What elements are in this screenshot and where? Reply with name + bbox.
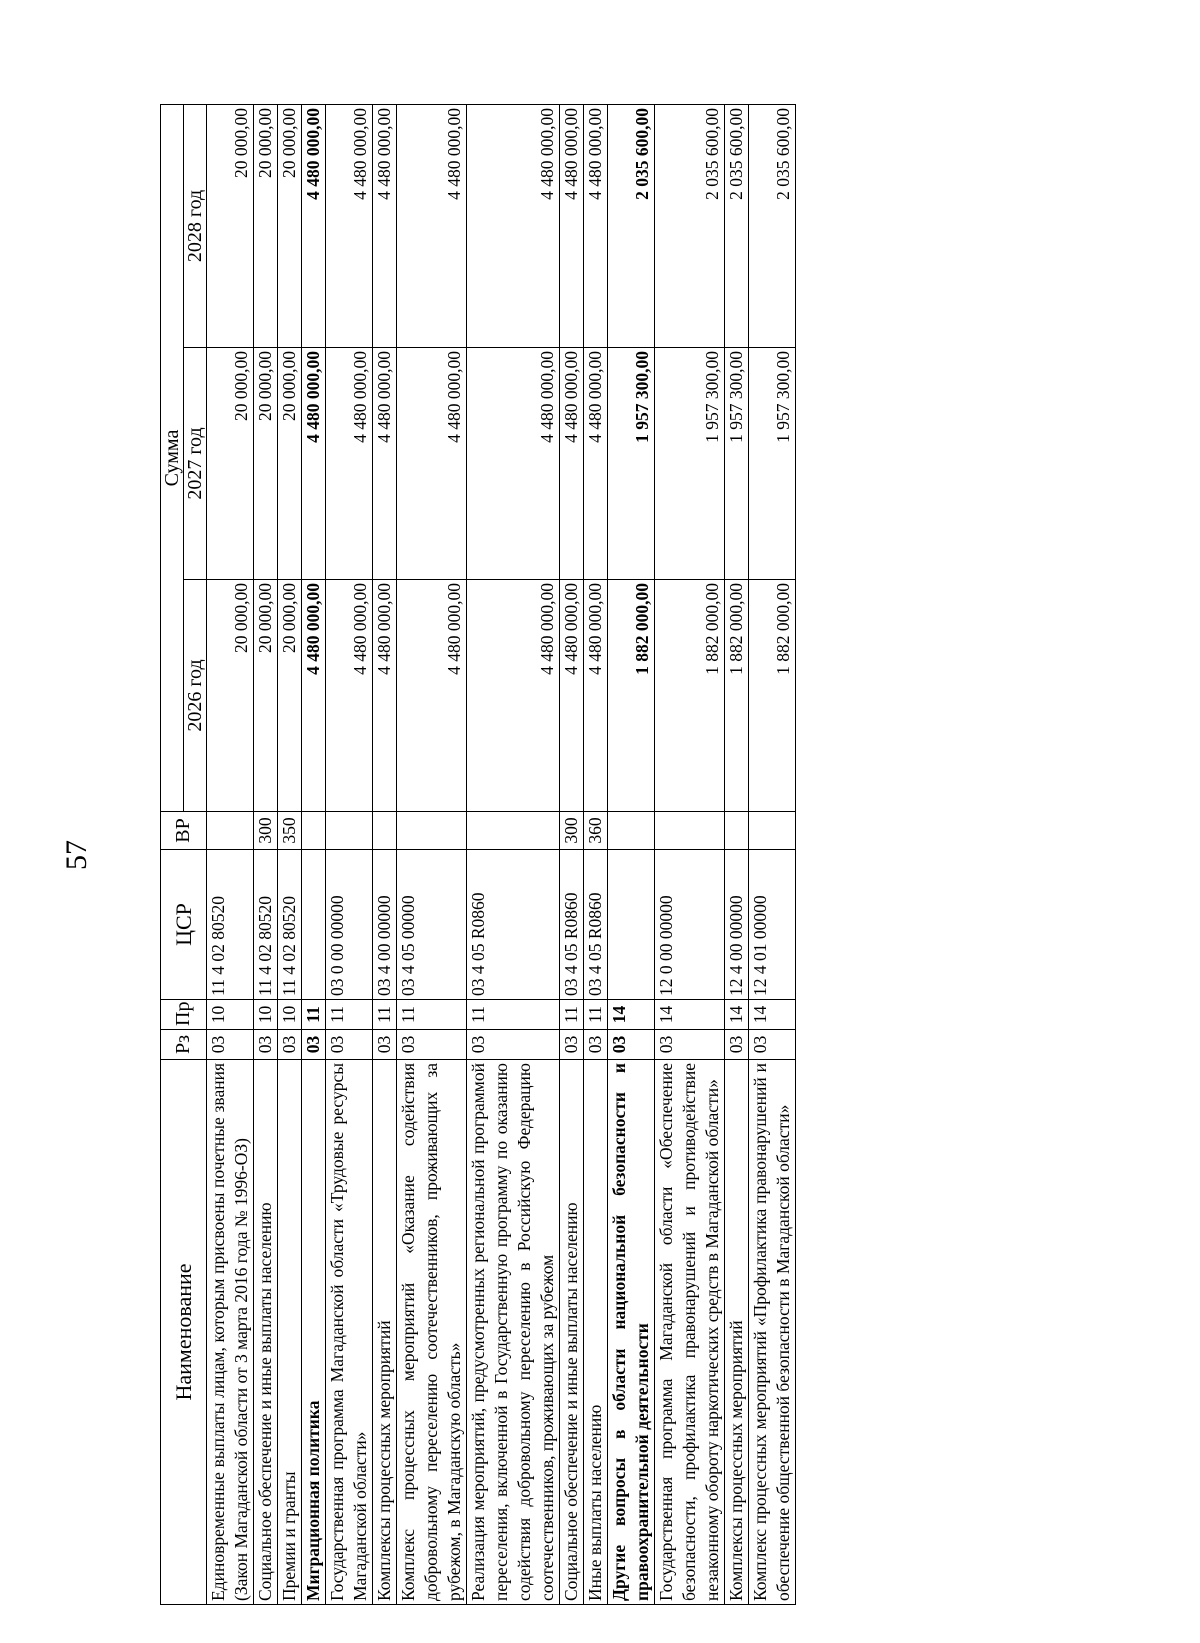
header-vr: ВР (161, 812, 207, 850)
row-name: Единовременные выплаты лицам, которым присвоены почетные звания (Закон Магаданской области от 3 марта 2016 года № 1996-ОЗ) (207, 1060, 254, 1605)
row-rz: 03 (397, 1030, 467, 1060)
row-sum-2027: 20 000,00 (254, 348, 278, 580)
row-name: Другие вопросы в области национальной безопасности и правоохранительной деятельности (608, 1060, 655, 1605)
row-sum-2027: 1 957 300,00 (725, 348, 749, 580)
row-csr (608, 850, 655, 1000)
row-csr: 03 4 05 R0860 (584, 850, 608, 1000)
table-row (560, 104, 584, 1604)
row-name: Комплекс процессных мероприятий «Профилактика правонарушений и обеспечение общественной безопасности в Магаданской области» (749, 1060, 796, 1605)
row-sum-2028: 20 000,00 (278, 104, 302, 347)
table-row (725, 104, 749, 1604)
row-sum-2028: 4 480 000,00 (467, 104, 560, 347)
header-rz: Рз (161, 1030, 207, 1060)
page-number: 57 (60, 840, 93, 870)
row-pr: 11 (302, 1000, 326, 1030)
row-vr (749, 812, 796, 850)
row-rz: 03 (326, 1030, 373, 1060)
row-sum-2026: 4 480 000,00 (584, 580, 608, 812)
row-vr: 300 (560, 812, 584, 850)
row-sum-2027: 4 480 000,00 (467, 348, 560, 580)
row-sum-2026: 4 480 000,00 (467, 580, 560, 812)
row-name: Реализация мероприятий, предусмотренных региональной программой переселения, включенной в Государственную программу по оказанию содействия добровольному переселению в Российскую Федерацию соотечественников, проживающих за рубежом (467, 1060, 560, 1605)
header-2028: 2028 год (184, 104, 207, 347)
row-sum-2026: 1 882 000,00 (608, 580, 655, 812)
row-vr (725, 812, 749, 850)
row-name: Социальное обеспечение и иные выплаты населению (254, 1060, 278, 1605)
header-sum: Сумма (161, 104, 184, 811)
row-sum-2027: 4 480 000,00 (326, 348, 373, 580)
row-vr: 300 (254, 812, 278, 850)
row-csr: 03 4 05 R0860 (560, 850, 584, 1000)
row-vr (373, 812, 397, 850)
row-pr: 14 (749, 1000, 796, 1030)
table-row (655, 104, 725, 1604)
table-row (397, 104, 467, 1604)
row-name: Миграционная политика (302, 1060, 326, 1605)
row-sum-2027: 4 480 000,00 (373, 348, 397, 580)
row-vr (302, 812, 326, 850)
row-pr: 14 (608, 1000, 655, 1030)
row-name: Иные выплаты населению (584, 1060, 608, 1605)
row-pr: 14 (725, 1000, 749, 1030)
row-pr: 10 (207, 1000, 254, 1030)
table-row (373, 104, 397, 1604)
row-sum-2027: 20 000,00 (207, 348, 254, 580)
table-row (278, 104, 302, 1604)
row-csr: 03 4 05 00000 (397, 850, 467, 1000)
header-2026: 2026 год (184, 580, 207, 812)
row-sum-2027: 4 480 000,00 (584, 348, 608, 580)
row-pr: 11 (584, 1000, 608, 1030)
header-row-1 (161, 104, 184, 1604)
row-name: Комплексы процессных мероприятий (373, 1060, 397, 1605)
row-vr (207, 812, 254, 850)
row-name: Государственная программа Магаданской области «Обеспечение безопасности, профилактика правонарушений и противодействие незаконному обороту наркотических средств в Магаданской области» (655, 1060, 725, 1605)
row-sum-2026: 1 882 000,00 (655, 580, 725, 812)
row-vr: 360 (584, 812, 608, 850)
row-sum-2028: 20 000,00 (254, 104, 278, 347)
row-name: Комплекс процессных мероприятий «Оказание содействия добровольному переселению соотечественников, проживающих за рубежом, в Магаданскую область» (397, 1060, 467, 1605)
table-row (254, 104, 278, 1604)
row-sum-2026: 4 480 000,00 (397, 580, 467, 812)
header-csr: ЦСР (161, 850, 207, 1000)
row-csr (302, 850, 326, 1000)
row-sum-2027: 1 957 300,00 (749, 348, 796, 580)
row-sum-2027: 20 000,00 (278, 348, 302, 580)
row-pr: 10 (254, 1000, 278, 1030)
row-rz: 03 (725, 1030, 749, 1060)
row-sum-2028: 2 035 600,00 (655, 104, 725, 347)
row-pr: 14 (655, 1000, 725, 1030)
row-sum-2026: 20 000,00 (278, 580, 302, 812)
row-sum-2026: 1 882 000,00 (749, 580, 796, 812)
row-sum-2028: 2 035 600,00 (749, 104, 796, 347)
table-body (207, 104, 796, 1604)
row-rz: 03 (278, 1030, 302, 1060)
row-sum-2026: 4 480 000,00 (326, 580, 373, 812)
row-vr (397, 812, 467, 850)
budget-table (160, 104, 796, 1605)
row-vr (608, 812, 655, 850)
row-sum-2028: 4 480 000,00 (560, 104, 584, 347)
row-sum-2028: 4 480 000,00 (302, 104, 326, 347)
row-csr: 12 0 00 00000 (655, 850, 725, 1000)
row-pr: 11 (560, 1000, 584, 1030)
row-name: Комплексы процессных мероприятий (725, 1060, 749, 1605)
row-csr: 12 4 01 00000 (749, 850, 796, 1000)
header-2027: 2027 год (184, 348, 207, 580)
row-sum-2027: 4 480 000,00 (560, 348, 584, 580)
table-row (749, 104, 796, 1604)
row-vr (655, 812, 725, 850)
row-rz: 03 (584, 1030, 608, 1060)
row-csr: 03 4 05 R0860 (467, 850, 560, 1000)
row-sum-2026: 4 480 000,00 (560, 580, 584, 812)
row-rz: 03 (655, 1030, 725, 1060)
row-rz: 03 (749, 1030, 796, 1060)
table-row (326, 104, 373, 1604)
row-sum-2028: 20 000,00 (207, 104, 254, 347)
row-pr: 11 (397, 1000, 467, 1030)
row-sum-2028: 4 480 000,00 (373, 104, 397, 347)
row-rz: 03 (608, 1030, 655, 1060)
row-name: Государственная программа Магаданской области «Трудовые ресурсы Магаданской области» (326, 1060, 373, 1605)
row-csr: 12 4 00 00000 (725, 850, 749, 1000)
row-rz: 03 (467, 1030, 560, 1060)
row-csr: 03 0 00 00000 (326, 850, 373, 1000)
table-row (207, 104, 254, 1604)
row-sum-2027: 4 480 000,00 (302, 348, 326, 580)
row-pr: 11 (326, 1000, 373, 1030)
row-sum-2028: 4 480 000,00 (326, 104, 373, 347)
row-sum-2028: 4 480 000,00 (584, 104, 608, 347)
row-csr: 11 4 02 80520 (207, 850, 254, 1000)
row-csr: 03 4 00 00000 (373, 850, 397, 1000)
table-row (302, 104, 326, 1604)
row-sum-2028: 4 480 000,00 (397, 104, 467, 347)
header-name: Наименование (161, 1060, 207, 1605)
row-rz: 03 (207, 1030, 254, 1060)
row-rz: 03 (254, 1030, 278, 1060)
row-name: Социальное обеспечение и иные выплаты населению (560, 1060, 584, 1605)
row-sum-2027: 4 480 000,00 (397, 348, 467, 580)
row-sum-2027: 1 957 300,00 (655, 348, 725, 580)
row-sum-2027: 1 957 300,00 (608, 348, 655, 580)
row-pr: 11 (373, 1000, 397, 1030)
row-sum-2026: 4 480 000,00 (302, 580, 326, 812)
row-sum-2026: 20 000,00 (207, 580, 254, 812)
row-csr: 11 4 02 80520 (278, 850, 302, 1000)
row-vr (467, 812, 560, 850)
row-sum-2028: 2 035 600,00 (725, 104, 749, 347)
row-sum-2028: 2 035 600,00 (608, 104, 655, 347)
row-pr: 10 (278, 1000, 302, 1030)
table-row (608, 104, 655, 1604)
table-row (584, 104, 608, 1604)
row-rz: 03 (302, 1030, 326, 1060)
row-csr: 11 4 02 80520 (254, 850, 278, 1000)
row-sum-2026: 20 000,00 (254, 580, 278, 812)
row-name: Премии и гранты (278, 1060, 302, 1605)
row-vr (326, 812, 373, 850)
row-rz: 03 (373, 1030, 397, 1060)
row-vr: 350 (278, 812, 302, 850)
rotated-table-container (160, 105, 1060, 1605)
row-sum-2026: 1 882 000,00 (725, 580, 749, 812)
row-sum-2026: 4 480 000,00 (373, 580, 397, 812)
header-pr: Пр (161, 1000, 207, 1030)
table-row (467, 104, 560, 1604)
row-pr: 11 (467, 1000, 560, 1030)
row-rz: 03 (560, 1030, 584, 1060)
